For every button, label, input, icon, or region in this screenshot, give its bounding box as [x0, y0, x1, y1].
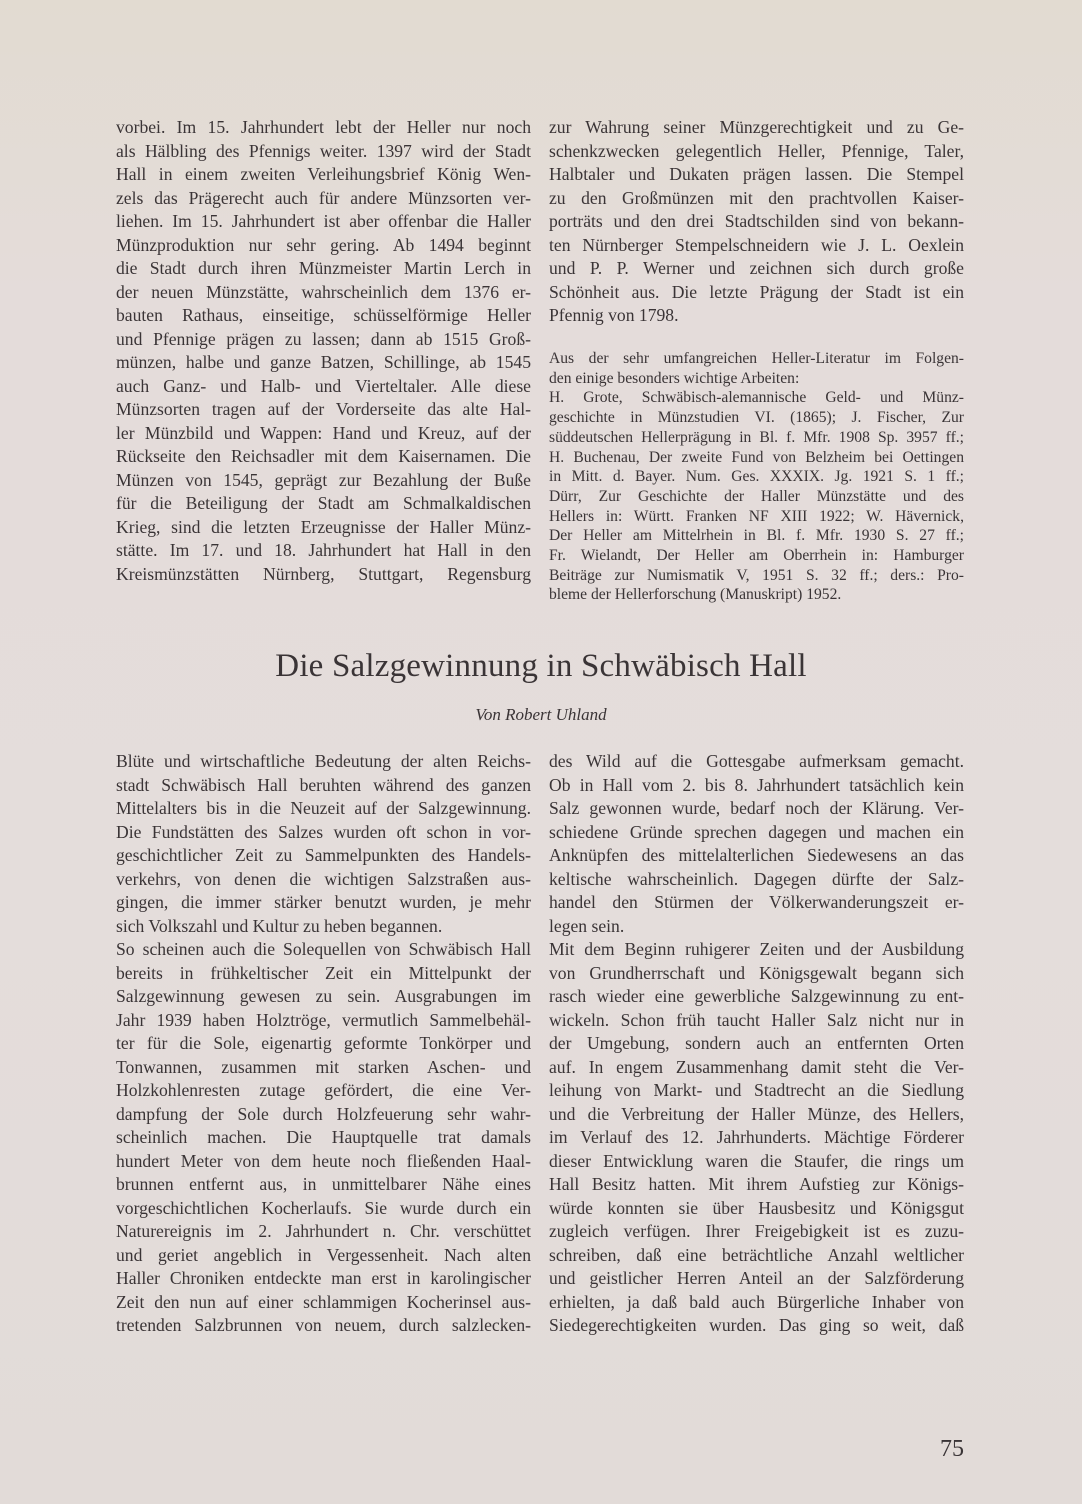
text-line: in Mitt. d. Bayer. Num. Ges. XXXIX. Jg. 1921 S. 1 ff.; — [549, 468, 964, 486]
text-line: schiedene Gründe sprechen dagegen und machen ein — [549, 821, 964, 842]
text-line: stadt Schwäbisch Hall beruhten während des ganzen — [116, 774, 531, 795]
text-line: Münzsorten tragen auf der Vorderseite das alte Hal- — [116, 399, 531, 419]
text-line: den einige besonders wichtige Arbeiten: — [549, 369, 800, 387]
text-line: Rückseite den Reichsadler mit dem Kaisernamen. Die — [116, 446, 531, 466]
text-line: Mittelalters bis in die Neuzeit auf der Salzgewinnung. — [116, 798, 531, 818]
text-line: Haller Chroniken entdeckte man erst in karolingischer — [116, 1268, 531, 1288]
text-line: H. Grote, Schwäbisch-alemannische Geld- und Münz- — [549, 389, 964, 407]
text-line: liehen. Im 15. Jahrhundert ist aber offenbar die Haller — [116, 211, 531, 231]
text-line: auf. In engem Zusammenhang damit steht die Ver- — [549, 1056, 964, 1077]
text-line: keltische wahrscheinlich. Dagegen dürfte der Salz- — [549, 868, 964, 889]
text-line: und geriet angeblich in Vergessenheit. Nach alten — [116, 1244, 531, 1265]
text-line: Die Fundstätten des Salzes wurden oft schon in vor- — [116, 821, 531, 842]
text-line: dampfung der Sole durch Holzfeuerung sehr wahr- — [116, 1103, 531, 1124]
text-line: münzen, halbe und ganze Batzen, Schillinge, ab 1545 — [116, 352, 531, 372]
text-line: schenkzwecken gelegentlich Heller, Pfennige, Taler, — [549, 140, 964, 161]
text-line: Ob in Hall vom 2. bis 8. Jahrhundert tatsächlich kein — [549, 774, 964, 795]
text-line: schreiben, daß eine beträchtliche Anzahl weltlicher — [549, 1244, 964, 1265]
text-line: zugleich verfügen. Ihrer Freigebigkeit ist es zuzu- — [549, 1221, 964, 1241]
text-line: Blüte und wirtschaftliche Bedeutung der alten Reichs- — [116, 751, 531, 771]
top-right-column — [549, 116, 964, 328]
text-line: Hall Besitz hatten. Mit ihrem Aufstieg zur Königs- — [549, 1174, 964, 1194]
text-line: dieser Entwicklung waren die Staufer, die rings um — [549, 1150, 964, 1171]
text-line: legen sein. — [549, 915, 625, 936]
text-line: Aus der sehr umfangreichen Heller-Literatur im Folgen- — [549, 350, 964, 367]
text-line: Hall in einem zweiten Verleihungsbrief König Wen- — [116, 164, 531, 184]
text-line: Mit dem Beginn ruhigerer Zeiten und der Ausbildung — [549, 939, 964, 959]
text-line: stätte. Im 17. und 18. Jahrhundert hat Hall in den — [116, 540, 531, 560]
article-byline: Von Robert Uhland — [475, 705, 607, 724]
text-line: Zeit den nun auf einer schlammigen Kocherinsel aus- — [116, 1291, 531, 1312]
text-line: würde konnten sie über Hausbesitz und Königsgut — [549, 1197, 964, 1218]
text-line: geschichtlicher Zeit zu Sammelpunkten des Handels- — [116, 845, 531, 865]
text-line: ler Münzbild und Wappen: Hand und Kreuz, auf der — [116, 422, 531, 443]
text-line: sich Volkszahl und Kultur zu heben begannen. — [116, 915, 443, 936]
text-line: die Stadt durch ihren Münzmeister Martin Lerch in — [116, 258, 531, 278]
text-line: brunnen entfernt aus, in unmittelbarer Nähe eines — [116, 1174, 531, 1194]
text-line: und geistlicher Herren Anteil an der Salzförderung — [549, 1268, 964, 1288]
text-line: scheinlich machen. Die Hauptquelle trat damals — [116, 1127, 531, 1147]
text-line: der neuen Münzstätte, wahrscheinlich dem 1376 er- — [116, 281, 531, 302]
text-line: rasch wieder eine gewerbliche Salzgewinnung zu ent- — [549, 986, 964, 1006]
text-line: Krieg, sind die letzten Erzeugnisse der Haller Münz- — [116, 516, 531, 537]
article-title: Die Salzgewinnung in Schwäbisch Hall — [275, 648, 807, 684]
text-line: des Wild auf die Gottesgabe aufmerksam gemacht. — [549, 751, 964, 771]
text-line: bleme der Hellerforschung (Manuskript) 1952. — [549, 586, 842, 604]
bottom-right-column — [549, 750, 964, 1338]
text-line: und die Verbreitung der Haller Münze, des Hellers, — [549, 1103, 964, 1124]
text-line: der Umgebung, sondern auch an entfernten Orten — [549, 1033, 964, 1053]
text-line: Der Heller am Mittelrhein in Bl. f. Mfr. 1930 S. 27 ff.; — [549, 527, 964, 545]
text-line: Tonwannen, zusammen mit starken Aschen- und — [116, 1056, 531, 1077]
text-line: Naturereignis im 2. Jahrhundert n. Chr. verschüttet — [116, 1221, 531, 1241]
page-number: 75 — [940, 1436, 964, 1462]
references-block — [549, 349, 964, 605]
text-line: auch Ganz- und Halb- und Vierteltaler. Alle diese — [116, 375, 531, 396]
text-line: Münzen von 1545, geprägt zur Bezahlung der Buße — [116, 469, 531, 490]
text-line: vorbei. Im 15. Jahrhundert lebt der Heller nur noch — [116, 117, 531, 137]
text-line: Jahr 1939 haben Holztröge, vermutlich Sammelbehäl- — [116, 1009, 531, 1030]
text-line: porträts und den drei Stadtschilden sind von bekann- — [549, 211, 964, 231]
text-line: zels das Prägerecht auch für andere Münzsorten ver- — [116, 187, 531, 208]
text-line: handel den Stürmen der Völkerwanderungszeit er- — [549, 892, 964, 912]
text-line: Salz gewonnen wurde, bedarf noch der Klärung. Ver- — [549, 798, 964, 818]
text-line: So scheinen auch die Solequellen von Schwäbisch Hall — [116, 939, 531, 959]
text-line: ter für die Sole, eigenartig geformte Tonkörper und — [116, 1033, 531, 1053]
text-line: Beiträge zur Numismatik V, 1951 S. 32 ff.; ders.: Pro- — [549, 566, 964, 584]
text-line: Holzkohlenresten zutage gefördert, die eine Ver- — [116, 1080, 531, 1100]
text-line: H. Buchenau, Der zweite Fund von Belzheim bei Oettingen — [549, 448, 964, 466]
text-line: als Hälbling des Pfennigs weiter. 1397 wird der Stadt — [116, 140, 531, 161]
text-line: ten Nürnberger Stempelschneidern wie J. L. Oexlein — [549, 234, 964, 255]
text-line: Schönheit aus. Die letzte Prägung der Stadt ist ein — [549, 281, 964, 302]
text-line: von Grundherrschaft und Königsgewalt begann sich — [549, 962, 964, 983]
text-line: hundert Meter von dem heute noch fließenden Haal- — [116, 1150, 531, 1171]
top-left-column — [116, 116, 531, 586]
text-line: im Verlauf des 12. Jahrhunderts. Mächtige Förderer — [549, 1127, 964, 1147]
text-line: leihung von Markt- und Stadtrecht an die Siedlung — [549, 1080, 964, 1100]
text-line: Dürr, Zur Geschichte der Haller Münzstätte und des — [549, 487, 964, 505]
text-line: tretenden Salzbrunnen von neuem, durch salzlecken- — [116, 1315, 531, 1335]
text-line: Kreismünzstätten Nürnberg, Stuttgart, Regensburg — [116, 563, 531, 584]
text-line: gingen, die immer stärker benutzt wurden, je mehr — [116, 892, 531, 912]
text-line: zu den Großmünzen mit den prachtvollen Kaiser- — [549, 187, 964, 208]
text-line: Fr. Wielandt, Der Heller am Oberrhein in: Hamburger — [549, 547, 964, 565]
text-line: erhielten, ja daß bald auch Bürgerliche Inhaber von — [549, 1291, 964, 1312]
text-line: und Pfennige prägen zu lassen; dann ab 1515 Groß- — [116, 328, 531, 349]
text-line: Münzproduktion nur sehr gering. Ab 1494 beginnt — [116, 234, 531, 255]
text-line: verkehrs, von denen die wichtigen Salzstraßen aus- — [116, 868, 531, 889]
text-line: für die Beteiligung der Stadt am Schmalkaldischen — [116, 493, 531, 513]
text-line: süddeutschen Hellerprägung in Bl. f. Mfr. 1908 Sp. 3957 ff.; — [549, 428, 964, 446]
text-line: geschichte in Münzstudien VI. (1865); J. Fischer, Zur — [549, 409, 964, 427]
text-line: Halbtaler und Dukaten prägen lassen. Die Stempel — [549, 164, 964, 184]
text-line: Hellers in: Württ. Franken NF XIII 1922; W. Hävernick, — [549, 507, 964, 525]
text-line: Pfennig von 1798. — [549, 305, 679, 325]
text-line: wickeln. Schon früh taucht Haller Salz nicht nur in — [549, 1009, 964, 1030]
bottom-left-column — [116, 750, 531, 1338]
text-line: vorgeschichtlichen Kocherlaufs. Sie wurde durch ein — [116, 1197, 531, 1218]
text-line: Anknüpfen des mittelalterlichen Siedewesens an das — [549, 845, 964, 865]
text-line: bereits in frühkeltischer Zeit ein Mittelpunkt der — [116, 962, 531, 983]
text-line: bauten Rathaus, einseitige, schüsselförmige Heller — [116, 305, 531, 325]
text-line: zur Wahrung seiner Münzgerechtigkeit und zu Ge- — [549, 117, 964, 137]
text-line: Salzgewinnung gewesen zu sein. Ausgrabungen im — [116, 986, 531, 1006]
text-line: und P. P. Werner und zeichnen sich durch große — [549, 258, 964, 278]
text-line: Siedegerechtigkeiten wurden. Das ging so weit, daß — [549, 1315, 964, 1335]
